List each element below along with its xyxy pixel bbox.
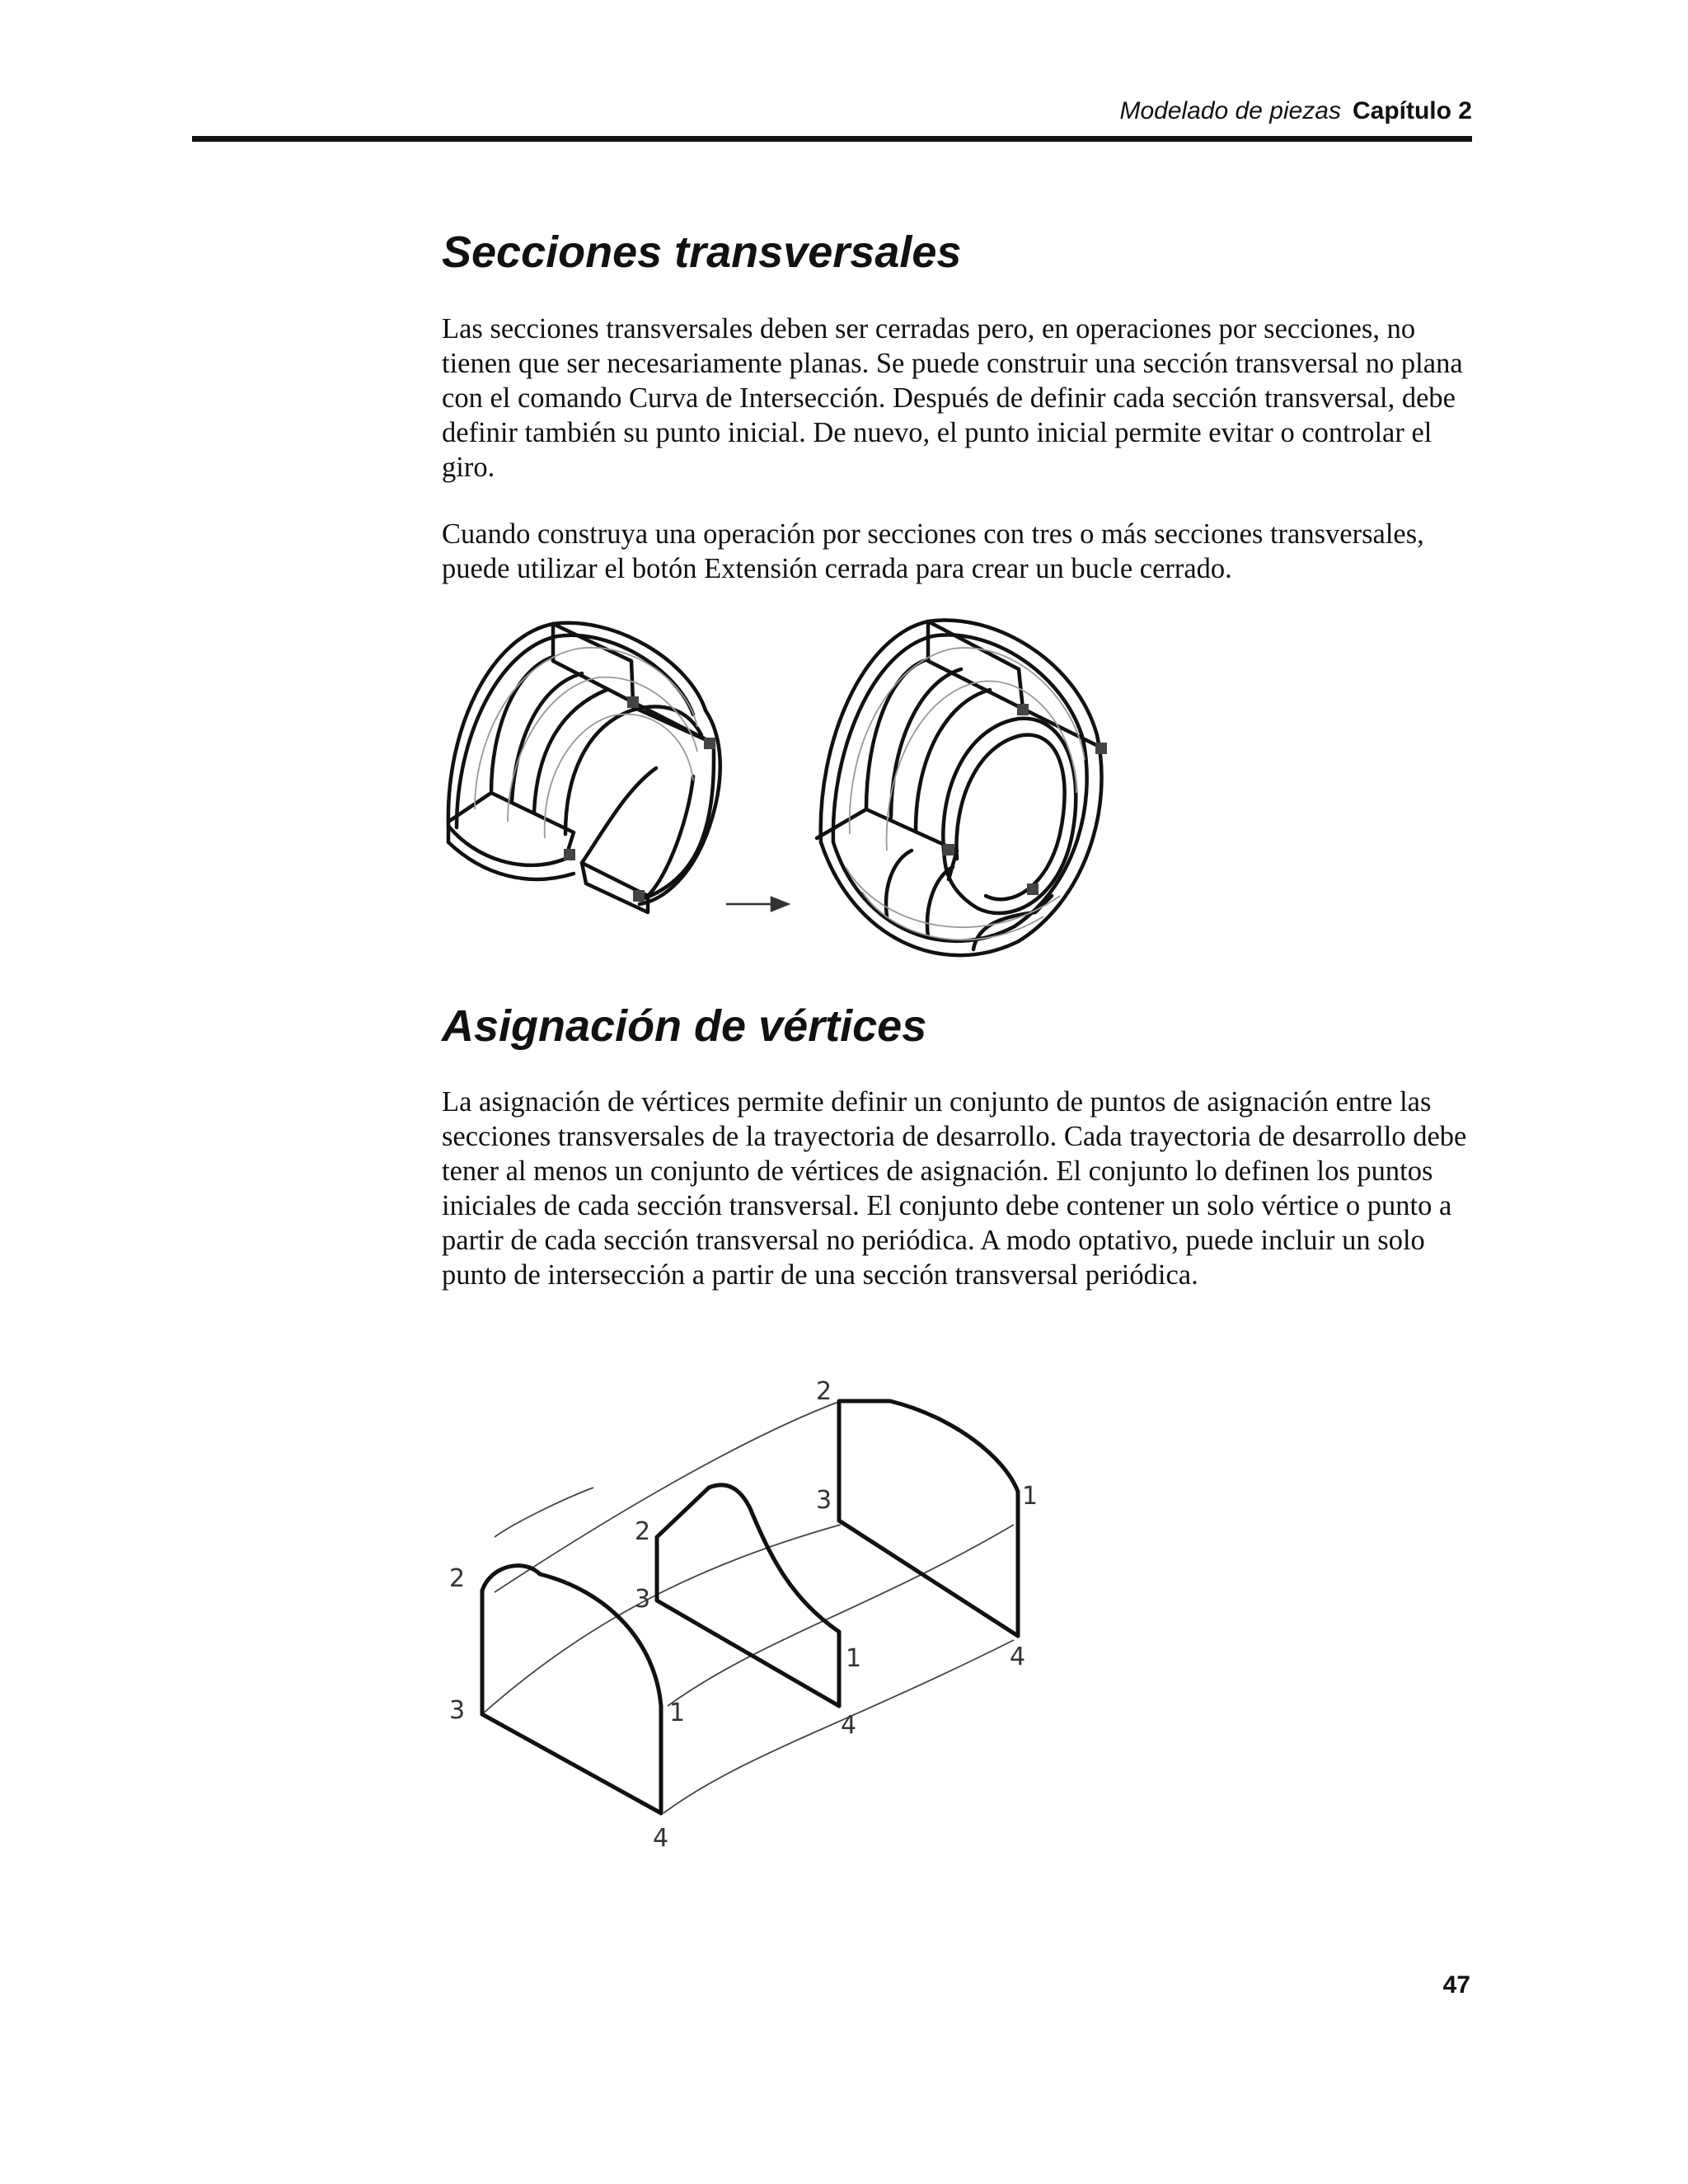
closed-loft-drawing bbox=[817, 620, 1102, 955]
section-c-vertex-3: 3 bbox=[816, 1486, 832, 1515]
vertex-mapping-labels bbox=[449, 1377, 1038, 1853]
vertex-mapping-sections bbox=[482, 1401, 1018, 1813]
section-c-vertex-2: 2 bbox=[816, 1377, 832, 1406]
paragraph-1: Las secciones transversales deben ser cerradas pero, en operaciones por secciones, no tienen que ser necesariamente planas. Se puede construir una sección transversal no plana con el comando Curva de Intersección. Después de definir cada sección transversal, debe definir también su punto inicial. De nuevo, el punto inicial permite evitar o controlar el giro. bbox=[442, 313, 1463, 483]
section-b-vertex-3: 3 bbox=[635, 1585, 651, 1614]
section-c-vertex-1: 1 bbox=[1022, 1482, 1039, 1511]
section-b-vertex-1: 1 bbox=[846, 1644, 862, 1673]
figure-vertex-mapping bbox=[445, 1368, 1071, 1863]
header-rule bbox=[192, 136, 1472, 142]
page-number: 47 bbox=[1442, 1971, 1470, 1999]
section-b-vertex-2: 2 bbox=[635, 1517, 651, 1546]
section-c-vertex-4: 4 bbox=[1010, 1643, 1026, 1671]
header-section-title: Modelado de piezas bbox=[1119, 97, 1341, 124]
section-a-vertex-4: 4 bbox=[653, 1824, 669, 1853]
heading-asignacion-de-vertices: Asignación de vértices bbox=[442, 1001, 927, 1051]
arrow-icon bbox=[726, 898, 788, 911]
heading-secciones-transversales: Secciones transversales bbox=[442, 227, 962, 277]
paragraph-3: La asignación de vértices permite definir un conjunto de puntos de asignación entre las secciones transversales de la trayectoria de desarrollo. Cada trayectoria de desarrollo debe tener al menos un conjunto de vértices de asignación. El conjunto lo definen los puntos iniciales de cada sección transversal. El conjunto debe contener un solo vértice o punto a partir de cada sección transversal no periódica. A modo optativo, puede incluir un solo punto de intersección a partir de una sección transversal periódica. bbox=[442, 1086, 1467, 1291]
section-a-vertex-2: 2 bbox=[449, 1564, 466, 1593]
figure-loft-closed-extension bbox=[442, 612, 1151, 958]
open-loft-drawing bbox=[448, 623, 720, 912]
vertex-mapping-thin-rails bbox=[482, 1401, 1014, 1813]
running-header bbox=[1119, 97, 1472, 125]
section-b-vertex-4: 4 bbox=[841, 1711, 857, 1740]
paragraph-2: Cuando construya una operación por secciones con tres o más secciones transversales, puede utilizar el botón Extensión cerrada para crear un bucle cerrado. bbox=[442, 518, 1424, 584]
header-chapter: Capítulo 2 bbox=[1352, 97, 1472, 124]
open-loft-start-points bbox=[564, 696, 715, 902]
section-a-vertex-3: 3 bbox=[449, 1696, 466, 1725]
section-a-vertex-1: 1 bbox=[669, 1699, 686, 1727]
